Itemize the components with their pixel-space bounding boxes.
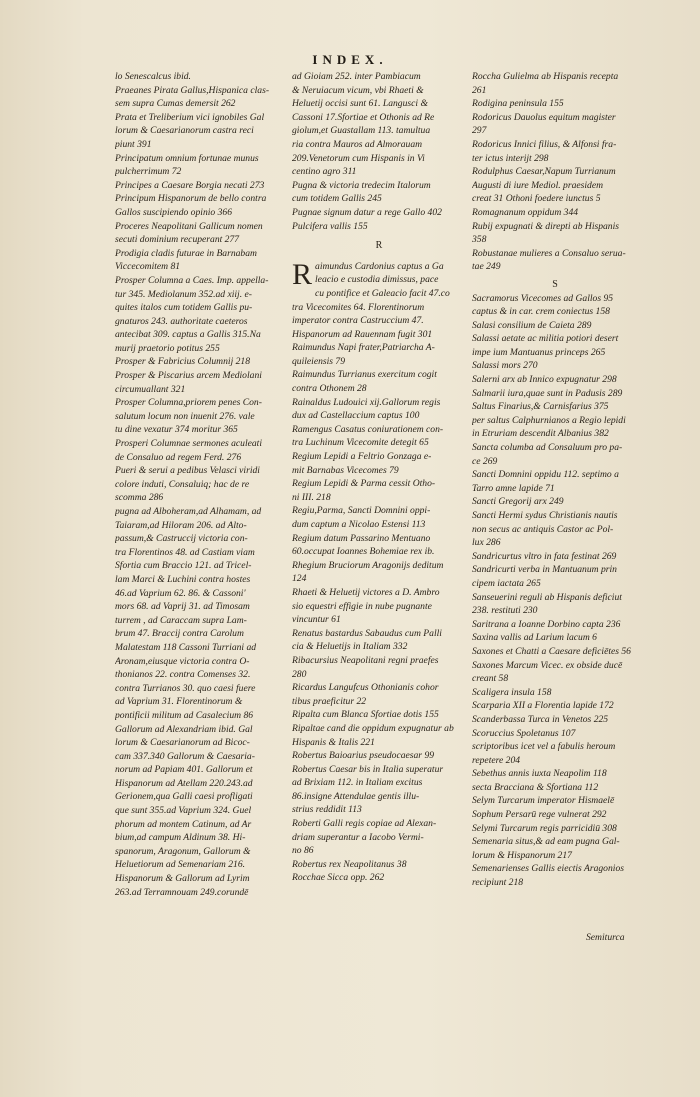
index-line: Saritrana a Ioanne Dorbino capta 236	[472, 618, 621, 630]
index-line: Prodigia cladis futurae in Barnabam	[115, 247, 257, 259]
index-line: lam Marci & Luchini contra hostes	[115, 573, 251, 585]
index-line: passum,& Castruccij victoria con-	[115, 533, 248, 545]
index-line: Saltus Finarius,& Carnisfarius 375	[472, 401, 609, 413]
index-line: secuti dominium recuperant 277	[115, 234, 240, 246]
index-line: Prosper & Fabricius Columnij 218	[115, 356, 251, 368]
index-entries-p-continued	[292, 70, 466, 233]
index-line: Robertus Baioarius pseudocaesar 99	[292, 750, 435, 762]
index-line: ni III. 218	[292, 491, 331, 503]
index-line: Sandricurtus vltro in fata festinat 269	[472, 550, 617, 562]
index-line: creant 58	[472, 673, 509, 685]
index-entries-s	[472, 292, 638, 890]
index-line: Sancti Hermi sydus Christianis nautis	[472, 510, 618, 521]
index-line: Robertus Caesar bis in Italia superatur	[292, 763, 444, 775]
index-column-left	[115, 70, 287, 899]
index-line: non secus ac antiquis Castor ac Pol-	[472, 523, 614, 535]
index-line: Rocchae Sicca opp. 262	[292, 872, 385, 884]
index-line: Robertus rex Neapolitanus 38	[292, 858, 407, 870]
index-line: Scarparia XII a Florentia lapide 172	[472, 700, 614, 712]
index-line: Sancta columba ad Consaluum pro pa-	[472, 442, 623, 454]
index-line: Sophum Persarū rege vulnerat 292	[472, 809, 607, 821]
index-line: cia & Heluetijs in Italiam 332	[292, 641, 408, 653]
index-line: cam 337.340 Gallorum & Caesaria-	[115, 750, 255, 762]
index-line: lorum & Caesarianorum ad Bicoc-	[115, 737, 250, 749]
index-line: lux 286	[472, 537, 501, 549]
index-line: Saxina vallis ad Larium lacum 6	[472, 632, 597, 644]
index-line: in Etruriam descendit Albanius 382	[472, 428, 609, 440]
index-line: Tarro amne lapide 71	[472, 482, 555, 494]
index-line: Salasi consilium de Caieta 289	[472, 319, 592, 331]
index-line: & Neruiacum vicum, vbi Rhaeti &	[292, 84, 424, 96]
index-entries-r-continued	[472, 70, 638, 274]
index-line: Principes a Caesare Borgia necati 273	[115, 179, 265, 191]
index-line: Augusti di iure Mediol. praesidem	[472, 179, 604, 191]
index-line: 60.occupat Ioannes Bohemiae rex ib.	[292, 546, 435, 558]
index-line: Principum Hispanorum de bello contra	[115, 193, 267, 205]
catchword: Semiturca	[586, 932, 625, 943]
index-line: 124	[292, 573, 307, 585]
index-line: Salassi aetate ac militia potiori desert	[472, 333, 619, 345]
index-line: Regium datum Passarino Mentuano	[292, 532, 431, 544]
index-line: centino agro 311	[292, 166, 357, 178]
index-line: cu pontifice et Galeacio facit 47.co	[315, 287, 450, 299]
index-line: Prata et Treliberium vici ignobiles Gal	[115, 111, 265, 123]
index-line: ad Brixiam 112. in Italiam excitus	[292, 777, 423, 789]
index-line: Pugna & victoria tredecim Italorum	[292, 179, 431, 191]
index-line: pulcherrimum 72	[115, 166, 182, 178]
index-line: tibus praeficitur 22	[292, 695, 367, 707]
index-line: Taiaram,ad Hiloram 206. ad Alto-	[115, 519, 247, 531]
index-line: Sancti Domnini oppidu 112. septimo a	[472, 469, 619, 481]
index-line: quites italos cum totidem Gallis pu-	[115, 302, 253, 314]
index-line: Hispanis & Italis 221	[292, 736, 375, 748]
index-line: Ribacursius Neapolitani regni praefes	[292, 654, 439, 666]
index-line: 358	[472, 234, 487, 246]
index-line: imperator contra Castruccium 47.	[292, 315, 424, 327]
index-line: impe ium Mantuanus princeps 265	[472, 346, 606, 358]
index-line: Salmarii iura,quae sunt in Padusis 289	[472, 387, 623, 399]
index-line: Prosperi Columnae sermones aculeati	[115, 438, 262, 450]
index-line: cum totidem Gallis 245	[292, 193, 382, 205]
index-line: mit Barnabas Vicecomes 79	[292, 464, 399, 476]
index-line: Renatus bastardus Sabaudus cum Palli	[292, 627, 442, 639]
index-line: Ripalta cum Blanca Sfortiae dotis 155	[292, 709, 439, 721]
index-line: lorum & Hispanorum 217	[472, 849, 572, 861]
index-line: turrem , ad Caraccam supra Lam-	[115, 614, 247, 626]
index-line: Scanderbassa Turca in Venetos 225	[472, 713, 609, 725]
index-line: bium,ad campum Aldinum 38. Hi-	[115, 832, 246, 844]
index-line: driam superantur a Iacobo Vermi-	[292, 831, 424, 843]
index-line: Roccha Gulielma ab Hispanis recepta	[472, 71, 619, 82]
index-line: Malatestam 118 Cassoni Turriani ad	[115, 641, 257, 653]
index-line: piunt 391	[115, 138, 152, 150]
index-line: 263.ad Terramnouam 249.corundē	[115, 886, 249, 898]
index-line: Sandricurti verba in Mantuanum prin	[472, 564, 617, 576]
page-header: INDEX.	[312, 52, 388, 67]
index-line: ter ictus interijt 298	[472, 152, 549, 164]
index-line: Selym Turcarum imperator Hismaelē	[472, 795, 615, 807]
index-line: 209.Venetorum cum Hispanis in Vi	[292, 152, 425, 164]
index-line: lorum & Caesarianorum castra reci	[115, 125, 254, 137]
index-line: brum 47. Braccij contra Carolum	[115, 628, 244, 640]
index-line: lo Senescalcus ibid.	[115, 71, 191, 82]
index-line: 261	[472, 84, 487, 96]
index-line: Ramengus Casatus coniurationem con-	[292, 423, 444, 435]
index-line: Semenarienses Gallis eiectis Aragonios	[472, 863, 624, 875]
index-line: Scoruccius Spoletanus 107	[472, 727, 576, 739]
index-line: Rodoricus Dauolus equitum magister	[472, 111, 616, 123]
index-line: 86.insigne Attendulae gentis illu-	[292, 790, 420, 802]
index-line: Ripaltae cand die oppidum expugnatur ab	[292, 722, 454, 734]
index-line: ad Vaprium 31. Florentinorum &	[115, 696, 243, 708]
index-line: Rhaeti & Heluetij victores a D. Ambro	[292, 586, 440, 598]
index-line: tae 249	[472, 261, 501, 273]
index-line: cipem iactata 265	[472, 577, 541, 589]
index-line: colore induti, Consaluiq; hac de re	[115, 478, 250, 490]
index-line: Regium Lepidi a Feltrio Gonzaga e-	[292, 451, 432, 463]
index-line: contra Othonem 28	[292, 383, 367, 395]
index-line: ce 269	[472, 455, 498, 467]
index-line: dux ad Castellaccium captus 100	[292, 410, 420, 422]
drop-cap-r: R	[292, 257, 313, 291]
index-line: norum ad Papiam 401. Gallorum et	[115, 764, 253, 776]
index-line: Pueri & serui a pedibus Velasci viridi	[115, 465, 260, 477]
index-line: Robustanae mulieres a Consaluo serua-	[472, 247, 626, 259]
index-line: dum captum a Nicolao Estensi 113	[292, 519, 426, 530]
index-line: Prosper & Piscarius arcem Mediolani	[115, 370, 262, 382]
index-line: Sancti Gregorij arx 249	[472, 496, 564, 508]
index-line: Raimundus Turrianus exercitum cogit	[292, 369, 437, 381]
section-letter-s: S	[552, 278, 558, 290]
index-line: Selymi Turcarum regis parricidiū 308	[472, 822, 617, 834]
index-line: Rhegium Bruciorum Aragonijs deditum	[292, 559, 444, 571]
index-line: Sacramorus Vicecomes ad Gallos 95	[472, 292, 614, 304]
index-line: Prosper Columna a Caes. Imp. appella-	[115, 274, 269, 286]
index-line: leacio e custodia dimissus, pace	[315, 274, 439, 286]
index-line: antecibat 309. captus a Gallis 315.Na	[115, 329, 261, 341]
index-line: Saxones Marcum Vicec. ex obside ducē	[472, 659, 623, 671]
index-line: tra Florentinos 48. ad Castiam viam	[115, 546, 255, 558]
index-line: Proceres Neapolitani Gallicum nomen	[115, 220, 263, 232]
index-line: Prosper Columna,priorem penes Con-	[115, 397, 262, 409]
index-line: contra Turrianos 30. quo caesi fuere	[115, 682, 256, 694]
index-line: tu dine vexatur 374 moritur 365	[115, 424, 238, 436]
index-line: pontificii militum ad Casalecium 86	[115, 709, 254, 721]
index-line: Rodoricus Innici filius, & Alfonsi fra-	[472, 138, 617, 150]
index-line: giolum,et Guastallam 113. tamultua	[292, 125, 431, 137]
index-line: Rainaldus Ludouici xij.Gallorum regis	[292, 396, 441, 408]
index-line: Gallorum ad Alexandriam ibid. Gal	[115, 723, 253, 735]
index-line: salutum locum non inuenit 276. vale	[115, 410, 255, 422]
index-line: recipiunt 218	[472, 877, 524, 889]
index-line: Salassi mors 270	[472, 360, 538, 372]
index-column-middle	[292, 70, 466, 885]
index-line: strius reddidit 113	[292, 804, 362, 816]
index-line: phorum ad montem Catinum, ad Ar	[115, 818, 252, 830]
index-line: circumuallant 321	[115, 383, 186, 395]
index-line: Scaligera insula 158	[472, 686, 552, 698]
index-line: Raimundus Napi frater,Patriarcha A-	[292, 342, 435, 354]
index-line: sem supra Cumas demersit 262	[115, 98, 236, 110]
index-line: Cassoni 17.Sfortiae et Othonis ad Re	[292, 111, 435, 123]
index-line: 280	[292, 668, 307, 680]
index-line: 238. restituti 230	[472, 605, 538, 617]
index-line: Sfortia cum Braccio 121. ad Tricel-	[115, 560, 252, 572]
index-line: captus & in car. crem coniectus 158	[472, 306, 610, 318]
index-line: Praeanes Pirata Gallus,Hispanica clas-	[115, 84, 270, 96]
index-line: Heluetij occisi sunt 61. Langusci &	[292, 98, 428, 110]
index-line: tur 345. Mediolanum 352.ad xiij. e-	[115, 288, 252, 300]
index-line: Sebethus annis iuxta Neapolim 118	[472, 768, 607, 780]
index-line: Rodulphus Caesar,Napum Turrianum	[472, 166, 616, 178]
index-line: tra Luchinum Vicecomite detegit 65	[292, 437, 429, 449]
index-line: quileiensis 79	[292, 355, 346, 367]
index-line: Roberti Galli regis copiae ad Alexan-	[292, 818, 437, 830]
index-line: de Consaluo ad regem Ferd. 276	[115, 451, 242, 463]
index-line: Ricardus Langufcus Othonianis cohor	[292, 682, 439, 694]
index-line: murij praetorio potitus 255	[115, 342, 220, 354]
index-line: Pulcifera vallis 155	[292, 220, 368, 232]
index-line: repetere 204	[472, 754, 521, 766]
index-line: Hispanorum & Gallorum ad Lyrim	[115, 873, 250, 885]
index-line: no 86	[292, 845, 314, 857]
index-line: Pugnae signum datur a rege Gallo 402	[292, 206, 442, 218]
index-line: Hispanorum ad Rauennam fugit 301	[292, 328, 433, 340]
index-line: 297	[472, 125, 487, 137]
index-line: que sunt 355.ad Vaprium 324. Guel	[115, 805, 252, 817]
index-column-right	[472, 70, 638, 890]
index-line: Rubij expugnati & direpti ab Hispanis	[472, 220, 620, 232]
index-line: Gallos suscipiendo opinio 366	[115, 206, 232, 218]
index-line: Regium Lepidi & Parma cessit Otho-	[292, 478, 436, 490]
index-line: Viccecomitem 81	[115, 261, 181, 273]
index-line: gnaturos 243. authoritate caeteros	[115, 315, 248, 327]
index-entries-r	[292, 257, 466, 885]
index-line: Semenaria situs,& ad eam pugna Gal-	[472, 836, 620, 848]
index-line: scriptoribus icet vel a fabulis heroum	[472, 741, 616, 753]
index-line: Regiu,Parma, Sancti Domnini oppi-	[292, 505, 431, 517]
index-line: Romagnanum oppidum 344	[472, 206, 579, 218]
index-line: vincuntur 61	[292, 614, 341, 626]
index-line: Sanseuerini reguli ab Hispanis deficiut	[472, 591, 622, 603]
index-line: Gerionem,qua Galli caesi profligati	[115, 791, 253, 803]
index-line: ria contra Mauros ad Almorauam	[292, 138, 423, 150]
index-line: per saltus Calphurnianos a Regio lepidi	[472, 414, 626, 426]
index-line: tra Vicecomites 64. Florentinorum	[292, 301, 425, 313]
index-line: sio equestri effigie in nube pugnante	[292, 600, 432, 612]
index-line: scomma 286	[115, 492, 164, 504]
index-line: Heluetiorum ad Semenariam 216.	[115, 859, 246, 871]
index-line: spanorum, Aragonum, Gallorum &	[115, 845, 251, 857]
index-line: Aronam,eiusque victoria contra O-	[115, 655, 250, 667]
index-line: mors 68. ad Vaprij 31. ad Timosam	[115, 601, 250, 613]
index-line: Rodigina peninsula 155	[472, 98, 564, 110]
index-line: pugna ad Alboheram,ad Alhamam, ad	[115, 506, 262, 517]
index-line: Salerni arx ab Innico expugnatur 298	[472, 374, 617, 386]
index-line: Principatum omnium fortunae munus	[115, 152, 259, 164]
index-line: creat 31 Othoni foedere iunctus 5	[472, 193, 601, 205]
index-line: thonianos 22. contra Comenses 32.	[115, 669, 251, 681]
index-line: 46.ad Vaprium 62. 86. & Cassoni'	[115, 587, 246, 599]
index-line: secta Bracciana & Sfortiana 112	[472, 781, 599, 793]
section-letter-r: R	[375, 240, 383, 252]
index-line: Saxones et Chatti a Caesare deficiētes 56	[472, 645, 631, 657]
index-line: aimundus Cardonius captus a Ga	[315, 260, 444, 272]
index-line: Hispanorum ad Atellam 220.243.ad	[115, 777, 253, 789]
index-line: ad Gioiam 252. inter Pambiacum	[292, 71, 421, 82]
